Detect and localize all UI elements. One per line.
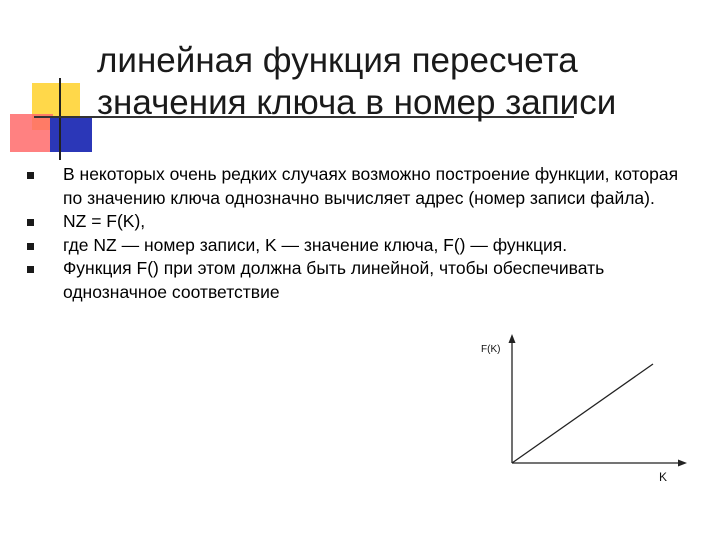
bullet-square-icon [27, 219, 34, 226]
bullet-text: В некоторых очень редких случаях возможно построение функции, которая по значению ключа однозначно вычисляет адрес (номер записи файла). [63, 164, 679, 208]
bullet-list [20, 163, 700, 304]
decor-vertical-line [59, 78, 61, 160]
bullet-item [20, 257, 700, 304]
decor-blue-square [50, 118, 92, 152]
bullet-square-icon [27, 172, 34, 179]
decor-red-square [10, 114, 53, 152]
x-axis-label: K [659, 470, 668, 484]
bullet-square-icon [27, 266, 34, 273]
linear-function-graph [475, 328, 695, 493]
function-line [512, 364, 653, 463]
slide-title: линейная функция пересчета значения ключа в номер записи [97, 41, 617, 122]
bullet-item [20, 234, 700, 258]
x-axis-arrow-icon [678, 460, 687, 467]
bullet-item [20, 163, 700, 210]
y-axis-arrow-icon [509, 334, 516, 343]
bullet-text: NZ = F(K), [63, 211, 146, 231]
bullet-item [20, 210, 700, 234]
bullet-square-icon [27, 243, 34, 250]
bullet-text: Функция F() при этом должна быть линейной, чтобы обеспечивать однозначное соответствие [63, 258, 605, 302]
bullet-text: где NZ — номер записи, K — значение ключа, F() — функция. [63, 234, 568, 255]
y-axis-label: F(K) [481, 344, 501, 355]
